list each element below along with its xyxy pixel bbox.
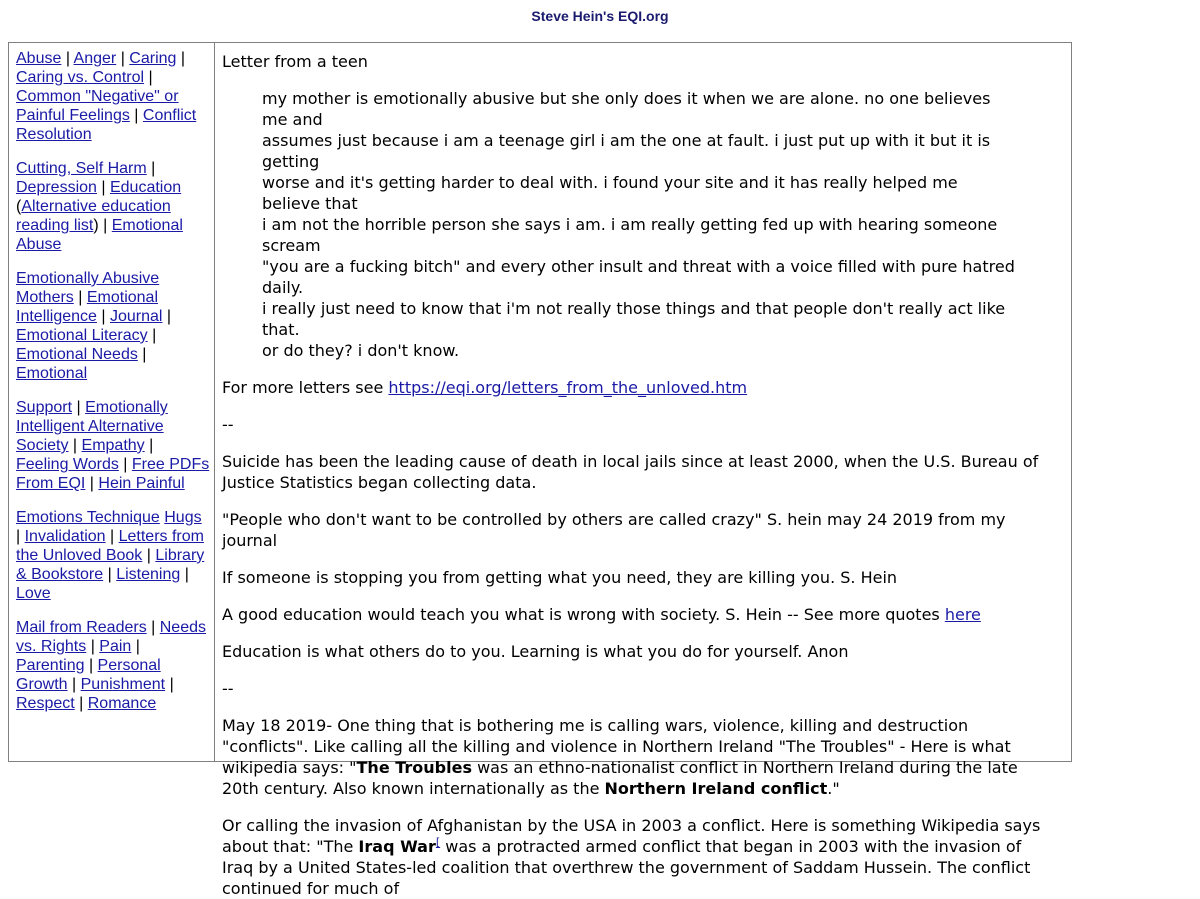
sidebar-link[interactable]: Punishment — [80, 676, 166, 693]
letter-line: i am not the horrible person she says i am. i am really getting fed up with hearing someone scream — [262, 215, 998, 255]
sidebar-link[interactable]: Hein Painful — [98, 475, 185, 492]
sidebar-link[interactable]: Depression — [16, 179, 97, 196]
sidebar-link[interactable]: Listening — [116, 566, 181, 583]
sidebar-link[interactable]: Emotional Literacy — [16, 327, 148, 344]
sidebar-link[interactable]: Conflict Resolution — [16, 107, 197, 143]
separator: | — [74, 695, 88, 712]
separator: | — [144, 437, 154, 454]
more-quotes-link[interactable]: here — [944, 605, 981, 624]
separator: | — [96, 179, 110, 196]
iraq-text: was a protracted armed conflict that began in 2003 with the invasion of Iraq by a United States-led coalition that overthrew the government of Saddam Hussein. The conflict continued for much of — [222, 837, 1031, 898]
sidebar-link[interactable]: Library & Bookstore — [16, 547, 205, 583]
sidebar-group — [16, 398, 210, 493]
main-content — [216, 43, 1071, 898]
letter-quote — [262, 88, 1017, 361]
sidebar-link[interactable]: Free PDFs From EQI — [16, 456, 210, 492]
sidebar-link[interactable]: Education — [109, 179, 182, 196]
separator: | — [72, 399, 86, 416]
troubles-term: The Troubles — [356, 758, 472, 777]
sidebar-group — [16, 159, 210, 254]
letter-line: worse and it's getting harder to deal with. i found your site and it has really helped me believe that — [262, 173, 958, 213]
letter-line: assumes just because i am a teenage girl i am the one at fault. i just put up with it but it is getting — [262, 131, 991, 171]
sidebar-group — [16, 269, 210, 383]
separator: | — [105, 528, 119, 545]
page-frame — [8, 42, 1072, 898]
separator: | — [86, 638, 100, 655]
sidebar-link[interactable]: Letters from the Unloved Book — [16, 528, 204, 564]
separator: | — [103, 566, 117, 583]
separator: | — [85, 475, 99, 492]
sidebar-link[interactable]: Respect — [16, 695, 75, 712]
separator: | — [176, 50, 186, 67]
sidebar-link[interactable]: Romance — [87, 695, 157, 712]
sidebar-link[interactable]: Hugs — [164, 509, 202, 526]
sidebar-link[interactable]: Personal Growth — [16, 657, 161, 693]
may18-text: ." — [827, 779, 840, 798]
sidebar-link[interactable]: Cutting, Self Harm — [16, 160, 147, 177]
separator: | — [67, 676, 81, 693]
separator: | — [73, 289, 87, 306]
letter-line: my mother is emotionally abusive but she only does it when we are alone. no one believes me and — [262, 89, 991, 129]
sidebar-link[interactable]: Parenting — [16, 657, 85, 674]
separator: | — [118, 456, 132, 473]
iraq-paragraph — [222, 815, 1057, 899]
divider: -- — [222, 415, 234, 434]
divider: -- — [222, 679, 234, 698]
sidebar-link[interactable]: Common "Negative" or Painful Feelings — [16, 88, 179, 124]
sidebar-group — [16, 618, 210, 713]
letter-line: or do they? i don't know. — [262, 341, 460, 360]
separator: | — [142, 547, 156, 564]
quote-learning: Education is what others do to you. Learning is what you do for yourself. Anon — [222, 642, 849, 661]
separator: | — [16, 528, 25, 545]
sidebar-link[interactable]: Caring — [129, 50, 177, 67]
iraq-text: Or calling the invasion of Afghanistan by the USA in 2003 a conflict. Here is something Wikipedia says about that: "The — [222, 816, 1041, 856]
separator: | — [116, 50, 130, 67]
sidebar-link[interactable]: Journal — [110, 308, 163, 325]
separator: | — [165, 676, 174, 693]
separator: | — [61, 50, 74, 67]
separator: | — [84, 657, 98, 674]
sidebar-link[interactable]: Alternative education reading list — [16, 198, 171, 234]
sidebar-link[interactable]: Emotional — [16, 365, 88, 382]
more-letters — [222, 377, 1057, 398]
ni-conflict-term: Northern Ireland conflict — [604, 779, 828, 798]
separator: | — [137, 346, 147, 363]
separator: | — [180, 566, 189, 583]
suicide-paragraph: Suicide has been the leading cause of death in local jails since at least 2000, when the U.S. Bureau of Justice Statistics began collecting data. — [222, 452, 1039, 492]
sidebar-link[interactable]: Anger — [73, 50, 117, 67]
quote-education-text: A good education would teach you what is wrong with society. S. Hein -- See more quotes — [222, 605, 945, 624]
sidebar-nav — [9, 43, 215, 761]
sidebar-group — [16, 49, 210, 144]
may18-text: May 18 2019- One thing that is bothering me is calling wars, violence, killing and destruction "conflicts". Like calling all the killing and violence in Northern Ireland "The Troubles" - Here is what wikipedia says: " — [222, 716, 1011, 777]
letter-heading: Letter from a teen — [222, 52, 368, 71]
sidebar-link[interactable]: Emotional Abuse — [16, 217, 183, 253]
sidebar-link[interactable]: Emotional Intelligence — [16, 289, 158, 325]
sidebar-link[interactable]: Emotionally Abusive Mothers — [16, 270, 160, 306]
separator: | — [147, 327, 157, 344]
separator: | — [146, 619, 160, 636]
quote-crazy: "People who don't want to be controlled by others are called crazy" S. hein may 24 2019 from my journal — [222, 510, 1006, 550]
may18-paragraph — [222, 715, 1057, 799]
letters-link[interactable]: https://eqi.org/letters_from_the_unloved.htm — [388, 378, 748, 397]
separator: | — [146, 160, 156, 177]
sidebar-link[interactable]: Empathy — [81, 437, 145, 454]
separator: | — [144, 69, 153, 86]
quote-killing: If someone is stopping you from getting what you need, they are killing you. S. Hein — [222, 568, 898, 587]
separator: | — [131, 638, 140, 655]
sidebar-group — [16, 508, 210, 603]
sidebar-link[interactable]: Emotional Needs — [16, 346, 138, 363]
separator: | — [96, 308, 110, 325]
sidebar-link[interactable]: Abuse — [16, 50, 62, 67]
more-letters-prefix: For more letters see — [222, 378, 389, 397]
sidebar-link[interactable]: Emotions Technique — [16, 509, 160, 526]
site-title: Steve Hein's EQI.org — [531, 8, 669, 24]
sidebar-link[interactable]: Emotionally Intelligent Alternative Society — [16, 399, 168, 454]
sidebar-link[interactable]: Mail from Readers — [16, 619, 147, 636]
separator: ( — [16, 198, 22, 215]
sidebar-link[interactable]: Pain — [99, 638, 132, 655]
letter-line: i really just need to know that i'm not really those things and that people don't really act like that. — [262, 299, 1006, 339]
sidebar-link[interactable]: Invalidation — [24, 528, 106, 545]
may18-text: was an ethno-nationalist conflict in Northern Ireland during the late 20th century. Also known internationally as the — [222, 758, 1018, 798]
citation-link[interactable]: [ — [435, 835, 441, 849]
separator: | — [162, 308, 172, 325]
separator: ) | — [93, 217, 112, 234]
sidebar-link[interactable]: Feeling Words — [16, 456, 119, 473]
sidebar-link[interactable]: Love — [16, 585, 51, 602]
sidebar-link[interactable]: Caring vs. Control — [16, 69, 145, 86]
separator: | — [68, 437, 82, 454]
letter-line: "you are a fucking bitch" and every other insult and threat with a voice filled with pure hatred daily. — [262, 257, 1015, 297]
quote-education — [222, 604, 1057, 625]
sidebar-link[interactable]: Support — [16, 399, 73, 416]
separator: | — [129, 107, 143, 124]
iraq-war-term: Iraq War — [358, 837, 436, 856]
sidebar-link[interactable]: Needs vs. Rights — [16, 619, 206, 655]
